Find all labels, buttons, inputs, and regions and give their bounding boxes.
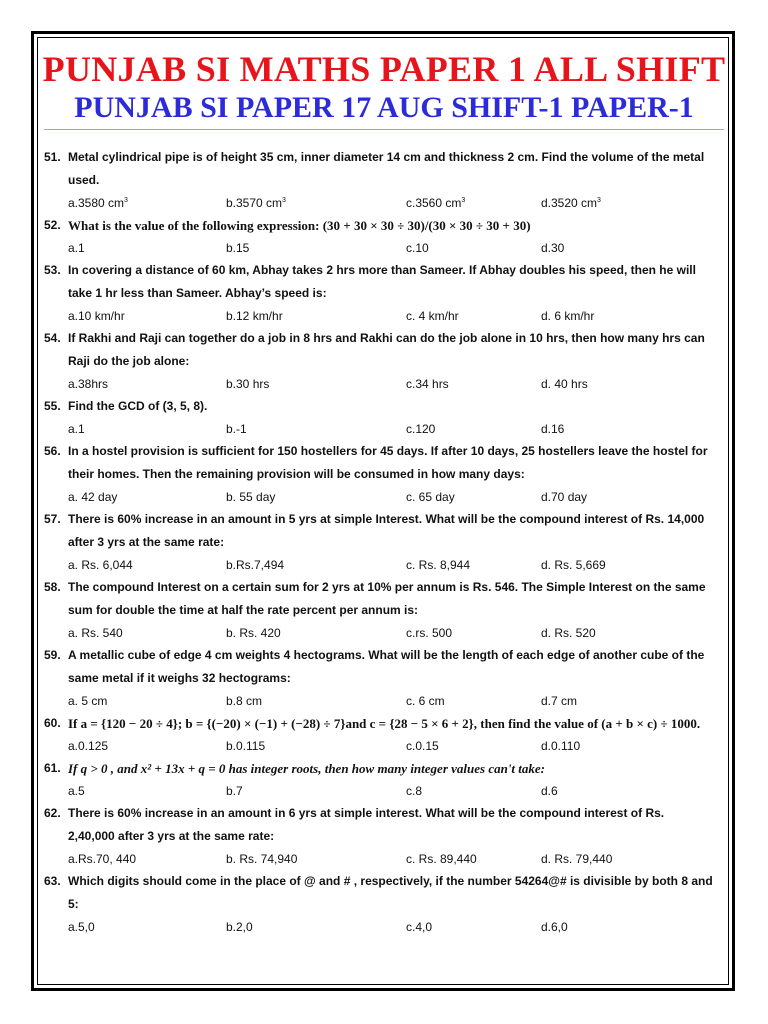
option-b: b. Rs. 420 [226, 626, 281, 640]
option-b: b.2,0 [226, 920, 253, 934]
option-d: d.6 [541, 784, 558, 798]
option-d: d.6,0 [541, 920, 568, 934]
option-a: a.Rs.70, 440 [68, 852, 137, 866]
question-60 [44, 712, 714, 735]
option-d: d.16 [541, 422, 565, 436]
option-d: d. Rs. 5,669 [541, 558, 606, 572]
option-c: c. 65 day [406, 490, 455, 504]
option-d: d.7 cm [541, 694, 578, 708]
question-number: 53. [44, 263, 61, 277]
option-b: b.15 [226, 241, 250, 255]
option-a: a. 5 cm [68, 694, 108, 708]
question-51 [44, 146, 714, 192]
options-52 [44, 237, 714, 259]
question-text: There is 60% increase in an amount in 5 yrs at simple Interest. What will be the compound interest of Rs. 14,000 after 3 yrs at the same rate: [68, 512, 705, 549]
question-number: 51. [44, 150, 61, 164]
option-c: c. 4 km/hr [406, 309, 459, 323]
option-c: c.rs. 500 [406, 626, 453, 640]
question-text: Which digits should come in the place of @ and # , respectively, if the number 54264@# is divisible by both 8 and 5: [68, 874, 713, 911]
question-55 [44, 395, 714, 418]
option-c: c.8 [406, 784, 423, 798]
question-text: Find the GCD of (3, 5, 8). [68, 399, 208, 413]
option-c: c.4,0 [406, 920, 433, 934]
question-number: 63. [44, 874, 61, 888]
option-b: b. Rs. 74,940 [226, 852, 298, 866]
option-a: a.1 [68, 422, 85, 436]
question-text: There is 60% increase in an amount in 6 yrs at simple interest. What will be the compound interest of Rs. 2,40,000 after 3 yrs at the same rate: [68, 806, 665, 843]
page-title: PUNJAB SI MATHS PAPER 1 ALL SHIFT [42, 49, 726, 89]
options-56 [44, 486, 714, 508]
question-number: 62. [44, 806, 61, 820]
option-d: d.30 [541, 241, 565, 255]
option-a: a.5 [68, 784, 85, 798]
option-b: b.30 hrs [226, 377, 270, 391]
option-b: b.-1 [226, 422, 247, 436]
question-number: 57. [44, 512, 61, 526]
question-56 [44, 440, 714, 486]
option-c: c.120 [406, 422, 436, 436]
question-text: The compound Interest on a certain sum for 2 yrs at 10% per annum is Rs. 546. The Simple Interest on the same sum for double the time at half the rate percent per annum is: [68, 580, 706, 617]
question-61 [44, 757, 714, 780]
question-number: 54. [44, 331, 61, 345]
option-d: d. Rs. 520 [541, 626, 596, 640]
question-text: What is the value of the following expression: (30 + 30 × 30 ÷ 30)/(30 × 30 ÷ 30 + 30) [68, 218, 531, 233]
option-a: a.10 km/hr [68, 309, 125, 323]
question-57 [44, 508, 714, 554]
question-62 [44, 802, 714, 848]
options-51 [44, 192, 714, 214]
option-c: c.0.15 [406, 739, 439, 753]
option-c: c.34 hrs [406, 377, 449, 391]
options-58 [44, 622, 714, 644]
question-54 [44, 327, 714, 373]
option-a: a.5,0 [68, 920, 95, 934]
option-b: b.0.115 [226, 739, 266, 753]
option-b: b.8 cm [226, 694, 263, 708]
question-number: 58. [44, 580, 61, 594]
option-c: c. 6 cm [406, 694, 445, 708]
question-text: If q > 0 , and x² + 13x + q = 0 has integer roots, then how many integer values can't take: [68, 761, 546, 776]
question-63 [44, 870, 714, 916]
option-d: d. 6 km/hr [541, 309, 595, 323]
question-59 [44, 644, 714, 690]
options-60 [44, 735, 714, 757]
option-d: d.0.110 [541, 739, 581, 753]
option-a: a.0.125 [68, 739, 109, 753]
options-63 [44, 916, 714, 938]
question-number: 60. [44, 716, 61, 730]
option-c: c.10 [406, 241, 429, 255]
options-62 [44, 848, 714, 870]
question-53 [44, 259, 714, 305]
question-number: 52. [44, 218, 61, 232]
option-a: a.1 [68, 241, 85, 255]
option-b: b.12 km/hr [226, 309, 283, 323]
option-a: a. Rs. 540 [68, 626, 123, 640]
option-a: a.38hrs [68, 377, 109, 391]
options-59 [44, 690, 714, 712]
option-b: b. 55 day [226, 490, 276, 504]
options-55 [44, 418, 714, 440]
option-d: d. Rs. 79,440 [541, 852, 613, 866]
question-list [44, 146, 714, 938]
options-53 [44, 305, 714, 327]
question-text: If Rakhi and Raji can together do a job in 8 hrs and Rakhi can do the job alone in 10 hrs, then how many hrs can Raji do the job alone: [68, 331, 705, 368]
question-number: 61. [44, 761, 61, 775]
option-a: a. Rs. 6,044 [68, 558, 133, 572]
option-d: d. 40 hrs [541, 377, 588, 391]
title-divider [44, 129, 724, 130]
question-text: In a hostel provision is sufficient for 150 hostellers for 45 days. If after 10 days, 25 hostellers leave the hostel for their homes. Then the remaining provision will be consumed in how many days: [68, 444, 708, 481]
question-text: A metallic cube of edge 4 cm weights 4 hectograms. What will be the length of each edge of another cube of the same metal if it weighs 32 hectograms: [68, 648, 705, 685]
question-58 [44, 576, 714, 622]
question-number: 59. [44, 648, 61, 662]
option-b: b.3570 $cm^3$ [226, 196, 286, 210]
options-57 [44, 554, 714, 576]
question-number: 55. [44, 399, 61, 413]
options-61 [44, 780, 714, 802]
page-subtitle: PUNJAB SI PAPER 17 AUG SHIFT-1 PAPER-1 [74, 91, 694, 124]
option-c: c. Rs. 8,944 [406, 558, 471, 572]
question-text: If a = {120 − 20 ÷ 4}; b = {(−20) × (−1) + (−28) ÷ 7}and c = {28 − 5 × 6 + 2}, then find the value of (a + b × c) ÷ 1000. [68, 716, 701, 731]
question-text: In covering a distance of 60 km, Abhay takes 2 hrs more than Sameer. If Abhay doubles his speed, then he will take 1 hr less than Sameer. Abhay’s speed is: [68, 263, 696, 300]
options-54 [44, 373, 714, 395]
option-a: a. 42 day [68, 490, 118, 504]
option-a: a.3580 $cm^3$ [68, 196, 128, 210]
option-c: c.3560 $cm^3$ [406, 196, 466, 210]
option-d: d.3520 $cm^3$ [541, 196, 601, 210]
option-d: d.70 day [541, 490, 588, 504]
question-number: 56. [44, 444, 61, 458]
option-b: b.7 [226, 784, 243, 798]
question-52 [44, 214, 714, 237]
option-c: c. Rs. 89,440 [406, 852, 477, 866]
question-text: Metal cylindrical pipe is of height 35 cm, inner diameter 14 cm and thickness 2 cm. Find the volume of the metal used. [68, 150, 705, 187]
option-b: b.Rs.7,494 [226, 558, 285, 572]
